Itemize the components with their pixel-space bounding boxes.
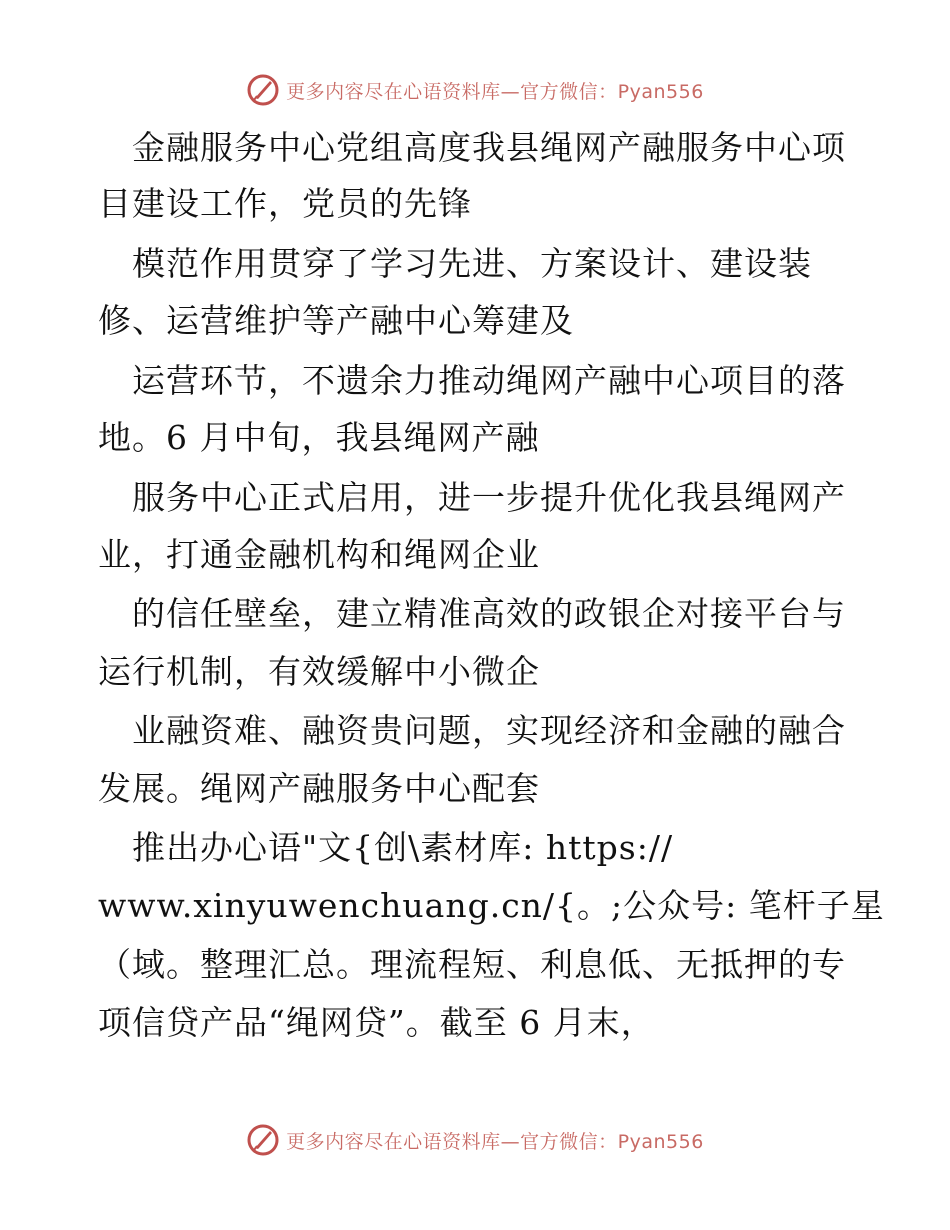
text-line: 项信贷产品“绳网贷”。截至 6 月末，	[98, 1003, 655, 1042]
text-line: 运营环节，不遗余力推动绳网产融中心项目的落	[98, 361, 846, 400]
text-line: 运行机制，有效缓解中小微企	[98, 652, 540, 691]
text-line: 目建设工作，党员的先锋	[98, 184, 472, 223]
text-line: 金融服务中心党组高度我县绳网产融服务中心项	[98, 128, 846, 167]
watermark-text: 更多内容尽在心语资料库—官方微信：Pyan556	[286, 1130, 704, 1153]
text-line: 模范作用贯穿了学习先进、方案设计、建设装	[98, 244, 812, 283]
text-line: 发展。绳网产融服务中心配套	[98, 769, 540, 808]
watermark-text: 更多内容尽在心语资料库—官方微信：Pyan556	[286, 80, 704, 103]
header-watermark	[0, 70, 950, 110]
text-line: 业，打通金融机构和绳网企业	[98, 535, 540, 574]
text-line: 地。6 月中旬，我县绳网产融	[98, 418, 540, 457]
text-line: （域。整理汇总。理流程短、利息低、无抵押的专	[98, 945, 846, 984]
footer-watermark	[0, 1120, 950, 1160]
text-line: www.xinyuwenchuang.cn/{。;公众号: 笔杆子星	[98, 886, 885, 925]
text-line: 推出办心语"文{创\素材库: https://	[98, 828, 674, 867]
quill-pen-icon	[246, 1123, 280, 1157]
text-line: 修、运营维护等产融中心筹建及	[98, 301, 574, 340]
quill-pen-icon	[246, 73, 280, 107]
text-line: 服务中心正式启用，进一步提升优化我县绳网产	[98, 478, 846, 517]
text-line: 业融资难、融资贵问题，实现经济和金融的融合	[98, 711, 846, 750]
text-line: 的信任壁垒，建立精准高效的政银企对接平台与	[98, 594, 846, 633]
